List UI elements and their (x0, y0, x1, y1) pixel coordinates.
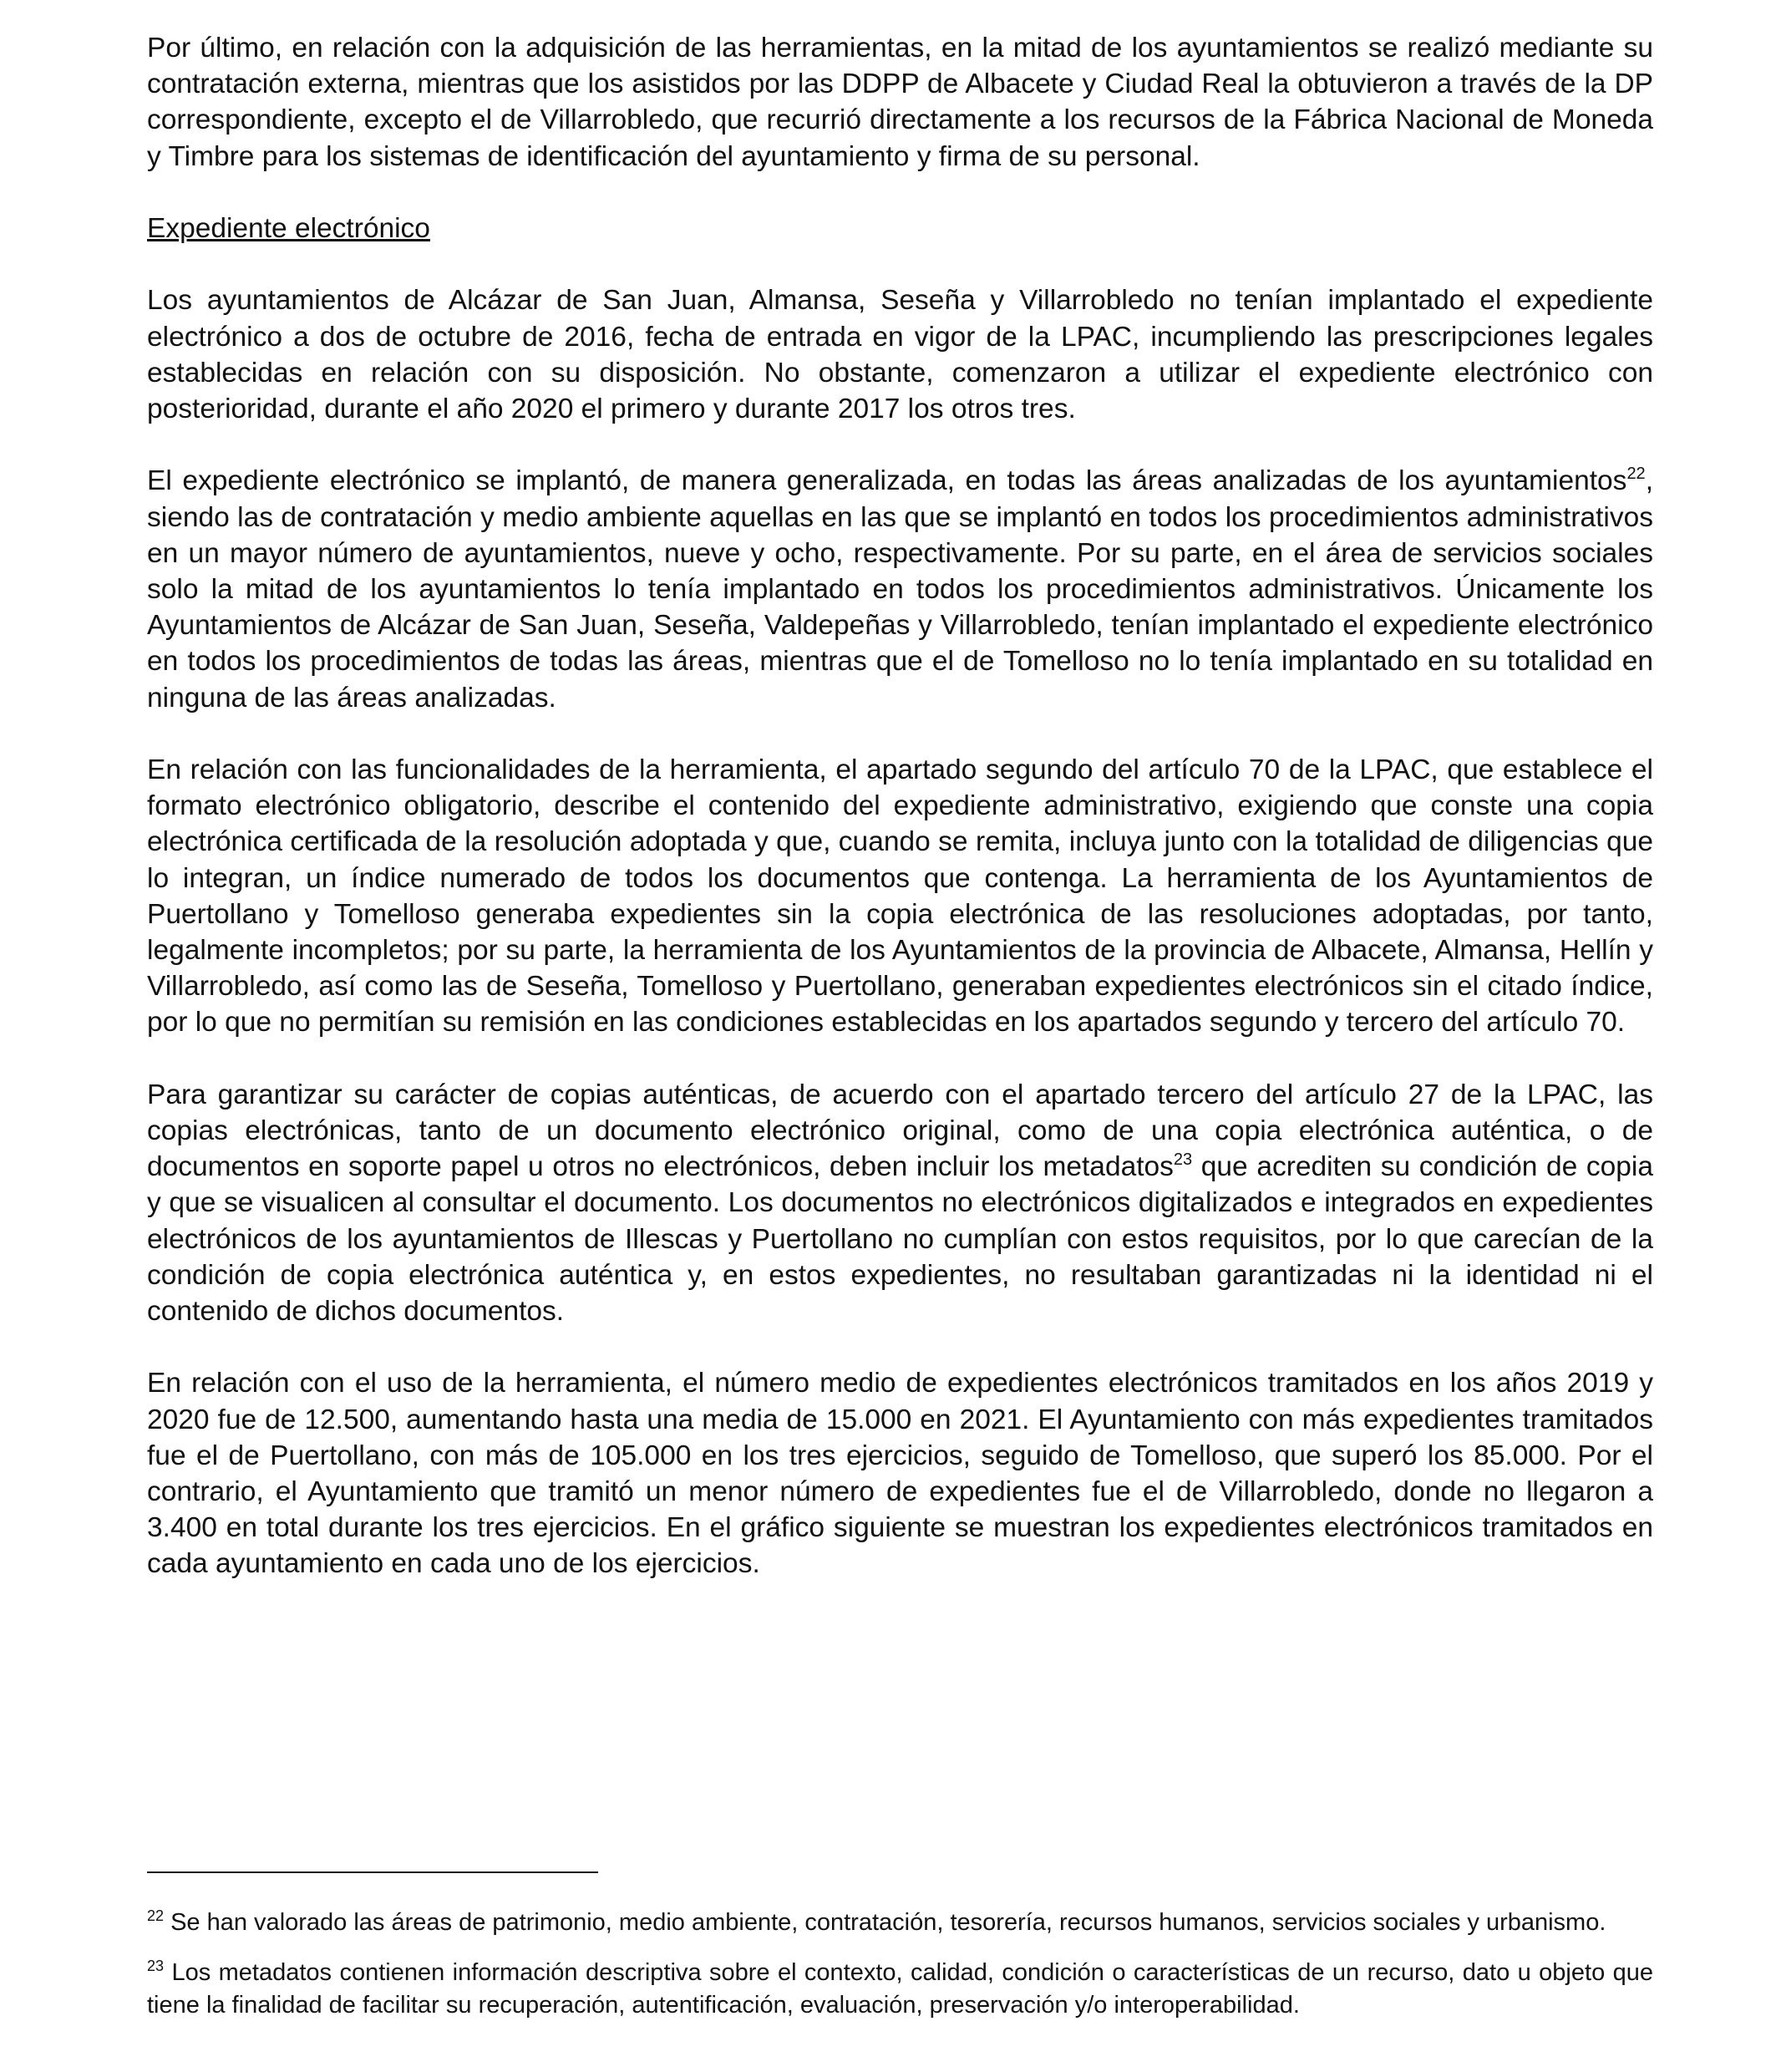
footnote-number: 23 (147, 1958, 165, 1975)
paragraph-uso: En relación con el uso de la herramienta, el número medio de expedientes electrónicos tramitados en los años 2019 y 2020 fue de 12.500, aumentando hasta una media de 15.000 en 2021. El Ayuntamiento con más expedientes tramitados fue el de Puertollano, con más de 105.000 en los tres ejercicios, seguido de Tomelloso, que superó los 85.000. Por el contrario, el Ayuntamiento que tramitó un menor número de expedientes fue el de Villarrobledo, donde no llegaron a 3.400 en total durante los tres ejercicios. En el gráfico siguiente se muestran los expedientes electrónicos tramitados en cada ayuntamiento en cada uno de los ejercicios. (147, 1368, 1653, 1580)
footnote-ref-22[interactable]: 22 (1626, 465, 1646, 484)
footnote-number: 22 (147, 1907, 165, 1924)
footnote-text: Los metadatos contienen información descriptiva sobre el contexto, calidad, condición o características de un recurso, dato u objeto que tiene la finalidad de facilitar su recuperación, autentificación, evaluación, preservación y/o interoperabilidad. (147, 1959, 1653, 2019)
footnote-text: Se han valorado las áreas de patrimonio, medio ambiente, contratación, tesorería, recursos humanos, servicios sociales y urbanismo. (164, 1909, 1606, 1936)
paragraph-copias (147, 1077, 1653, 1329)
text: que acrediten su condición de copia y que se visualicen al consultar el documento. Los documentos no electrónicos digitalizados e integrados en expedientes electrónicos de los ayuntamientos de Illescas y Puertollano no cumplían con estos requisitos, por lo que carecían de la condición de copia electrónica auténtica y, en estos expedientes, no resultaban garantizadas ni la identidad ni el contenido de dichos documentos. (147, 1151, 1653, 1328)
footnote-ref-23[interactable]: 23 (1173, 1150, 1193, 1170)
footnote-22 (147, 1907, 1653, 1938)
section-heading-expediente: Expediente electrónico (147, 213, 430, 244)
footnote-23 (147, 1957, 1653, 2021)
text: El expediente electrónico se implantó, de manera generalizada, en todas las áreas analizadas de los ayuntamientos (147, 465, 1627, 497)
paragraph-herramientas: Por último, en relación con la adquisición de las herramientas, en la mitad de los ayuntamientos se realizó mediante su contratación externa, mientras que los asistidos por las DDPP de Albacete y Ciudad Real la obtuvieron a través de la DP correspondiente, excepto el de Villarrobledo, que recurrió directamente a los recursos de la Fábrica Nacional de Moneda y Timbre para los sistemas de identificación del ayuntamiento y firma de su personal. (147, 33, 1653, 172)
footnotes (147, 1907, 1653, 2039)
document-body (147, 30, 1653, 1618)
footnote-separator (147, 1871, 598, 1873)
text: , siendo las de contratación y medio ambiente aquellas en las que se implantó en todos los procedimientos administrativos en un mayor número de ayuntamientos, nueve y ocho, respectivamente. Por su parte, en el área de servicios sociales solo la mitad de los ayuntamientos lo tenía implantado en todos los procedimientos administrativos. Únicamente los Ayuntamientos de Alcázar de San Juan, Seseña, Valdepeñas y Villarrobledo, tenían implantado el expediente electrónico en todos los procedimientos de todas las áreas, mientras que el de Tomelloso no lo tenía implantado en su totalidad en ninguna de las áreas analizadas. (147, 465, 1653, 714)
paragraph-funcionalidades: En relación con las funcionalidades de la herramienta, el apartado segundo del artículo 70 de la LPAC, que establece el formato electrónico obligatorio, describe el contenido del expediente administrativo, exigiendo que conste una copia electrónica certificada de la resolución adoptada y que, cuando se remita, incluya junto con la totalidad de diligencias que lo integran, un índice numerado de todos los documentos que contenga. La herramienta de los Ayuntamientos de Puertollano y Tomelloso generaba expedientes sin la copia electrónica de las resoluciones adoptadas, por tanto, legalmente incompletos; por su parte, la herramienta de los Ayuntamientos de la provincia de Albacete, Almansa, Hellín y Villarrobledo, así como las de Seseña, Tomelloso y Puertollano, generaban expedientes electrónicos sin el citado índice, por lo que no permitían su remisión en las condiciones establecidas en los apartados segundo y tercero del artículo 70. (147, 754, 1653, 1039)
paragraph-implantacion: Los ayuntamientos de Alcázar de San Juan, Almansa, Seseña y Villarrobledo no tenían implantado el expediente electrónico a dos de octubre de 2016, fecha de entrada en vigor de la LPAC, incumpliendo las prescripciones legales establecidas en relación con su disposición. No obstante, comenzaron a utilizar el expediente electrónico con posterioridad, durante el año 2020 el primero y durante 2017 los otros tres. (147, 285, 1653, 424)
paragraph-areas (147, 463, 1653, 715)
text: Para garantizar su carácter de copias auténticas, de acuerdo con el apartado tercero del artículo 27 de la LPAC, las copias electrónicas, tanto de un documento electrónico original, como de una copia electrónica auténtica, o de documentos en soporte papel u otros no electrónicos, deben incluir los metadatos (147, 1079, 1653, 1183)
